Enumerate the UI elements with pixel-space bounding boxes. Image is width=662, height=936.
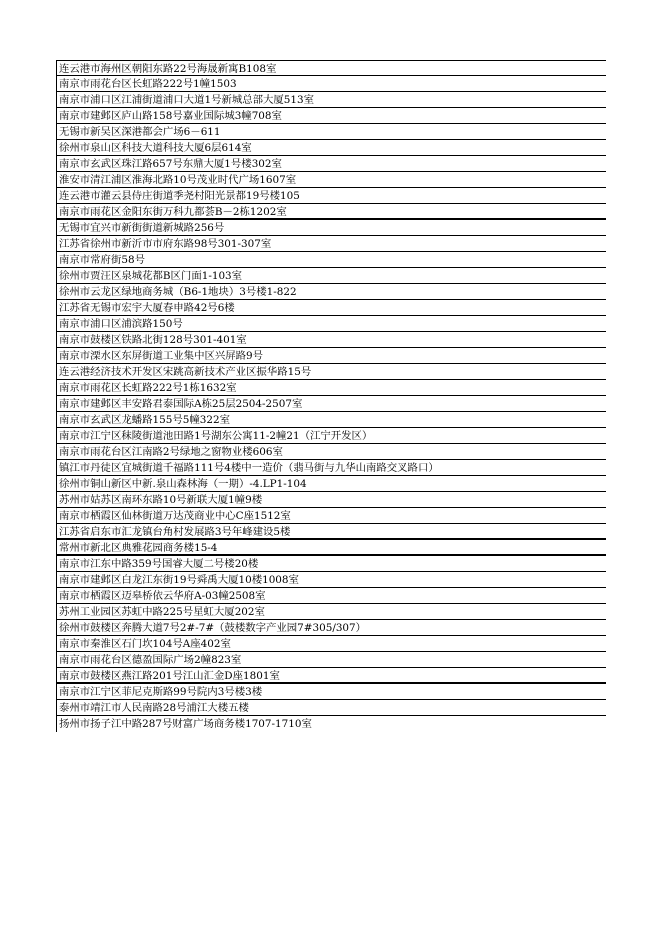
address-cell[interactable]: 南京市鼓楼区燕江路201号江山汇金D座1801室 bbox=[56, 668, 606, 684]
address-cell[interactable]: 南京市栖霞区仙林街道万达茂商业中心C座1512室 bbox=[56, 508, 606, 524]
address-cell[interactable]: 苏州工业园区苏虹中路225号星虹大厦202室 bbox=[56, 604, 606, 620]
address-cell[interactable]: 连云港市灌云县侍庄街道季尧村阳光景都19号楼105 bbox=[56, 188, 606, 204]
address-cell[interactable]: 泰州市靖江市人民南路28号浦江大楼五楼 bbox=[56, 700, 606, 716]
address-cell[interactable]: 南京市建邺区庐山路158号嘉业国际城3幢708室 bbox=[56, 108, 606, 124]
address-cell[interactable]: 南京市雨花台区江南路2号绿地之窗物业楼606室 bbox=[56, 444, 606, 460]
address-cell[interactable]: 南京市雨花台区德盈国际广场2幢823室 bbox=[56, 652, 606, 668]
address-cell[interactable]: 南京市建邺区丰安路君泰国际A栋25层2504-2507室 bbox=[56, 396, 606, 412]
address-cell[interactable]: 南京市雨花区金阳东街万科九都荟B－2栋1202室 bbox=[56, 204, 606, 220]
address-cell[interactable]: 南京市玄武区珠江路657号东鼎大厦1号楼302室 bbox=[56, 156, 606, 172]
address-cell[interactable]: 连云港市海州区朝阳东路22号海晟新寓B108室 bbox=[56, 60, 606, 76]
address-cell[interactable]: 徐州市鼓楼区奔腾大道7号2#-7#（鼓楼数字产业园7#305/307） bbox=[56, 620, 606, 636]
address-cell[interactable]: 连云港经济技术开发区宋跳高新技术产业区振华路15号 bbox=[56, 364, 606, 380]
address-cell[interactable]: 常州市新北区典雅花园商务楼15-4 bbox=[56, 540, 606, 556]
address-cell[interactable]: 南京市雨花台区长虹路222号1幢1503 bbox=[56, 76, 606, 92]
address-cell[interactable]: 南京市江宁区秣陵街道池田路1号湖东公寓11-2幢21（江宁开发区） bbox=[56, 428, 606, 444]
address-cell[interactable]: 南京市玄武区龙蟠路155号5幢322室 bbox=[56, 412, 606, 428]
address-cell[interactable]: 南京市常府街58号 bbox=[56, 252, 606, 268]
address-cell[interactable]: 徐州市云龙区绿地商务城（B6-1地块）3号楼1-822 bbox=[56, 284, 606, 300]
address-cell[interactable]: 南京市浦口区江浦街道浦口大道1号新城总部大厦513室 bbox=[56, 92, 606, 108]
address-cell[interactable]: 南京市江东中路359号国睿大厦二号楼20楼 bbox=[56, 556, 606, 572]
address-cell[interactable]: 徐州市泉山区科技大道科技大厦6层614室 bbox=[56, 140, 606, 156]
address-cell[interactable]: 江苏省启东市汇龙镇台角村发展路3号年峰建设5楼 bbox=[56, 524, 606, 540]
address-cell[interactable]: 无锡市新吴区深港都会广场6－611 bbox=[56, 124, 606, 140]
address-cell[interactable]: 扬州市扬子江中路287号财富广场商务楼1707-1710室 bbox=[56, 716, 606, 732]
address-cell[interactable]: 无锡市宜兴市新街街道新城路256号 bbox=[56, 220, 606, 236]
address-cell[interactable]: 江苏省无锡市宏宇大厦春申路42号6楼 bbox=[56, 300, 606, 316]
address-cell[interactable]: 徐州市贾汪区泉城花都B区门面1-103室 bbox=[56, 268, 606, 284]
address-cell[interactable]: 南京市建邺区白龙江东街19号舜禹大厦10楼1008室 bbox=[56, 572, 606, 588]
address-cell[interactable]: 镇江市丹徒区宜城街道千福路111号4楼中一造价（翡马街与九华山南路交叉路口） bbox=[56, 460, 606, 476]
address-cell[interactable]: 苏州市姑苏区南环东路10号新联大厦1幢9楼 bbox=[56, 492, 606, 508]
address-cell[interactable]: 淮安市清江浦区淮海北路10号茂业时代广场1607室 bbox=[56, 172, 606, 188]
address-cell[interactable]: 徐州市铜山新区中新.泉山森林海（一期）-4.LP1-104 bbox=[56, 476, 606, 492]
address-cell[interactable]: 南京市江宁区菲尼克斯路99号院内3号楼3楼 bbox=[56, 684, 606, 700]
address-cell[interactable]: 南京市浦口区浦滨路150号 bbox=[56, 316, 606, 332]
address-cell[interactable]: 南京市秦淮区石门坎104号A座402室 bbox=[56, 636, 606, 652]
address-cell[interactable]: 南京市鼓楼区铁路北街128号301-401室 bbox=[56, 332, 606, 348]
address-cell[interactable]: 南京市栖霞区迈皋桥依云华府A-03幢2508室 bbox=[56, 588, 606, 604]
address-table bbox=[56, 60, 606, 732]
address-cell[interactable]: 江苏省徐州市新沂市市府东路98号301-307室 bbox=[56, 236, 606, 252]
address-cell[interactable]: 南京市雨花区长虹路222号1栋1632室 bbox=[56, 380, 606, 396]
address-cell[interactable]: 南京市溧水区东屏街道工业集中区兴屏路9号 bbox=[56, 348, 606, 364]
